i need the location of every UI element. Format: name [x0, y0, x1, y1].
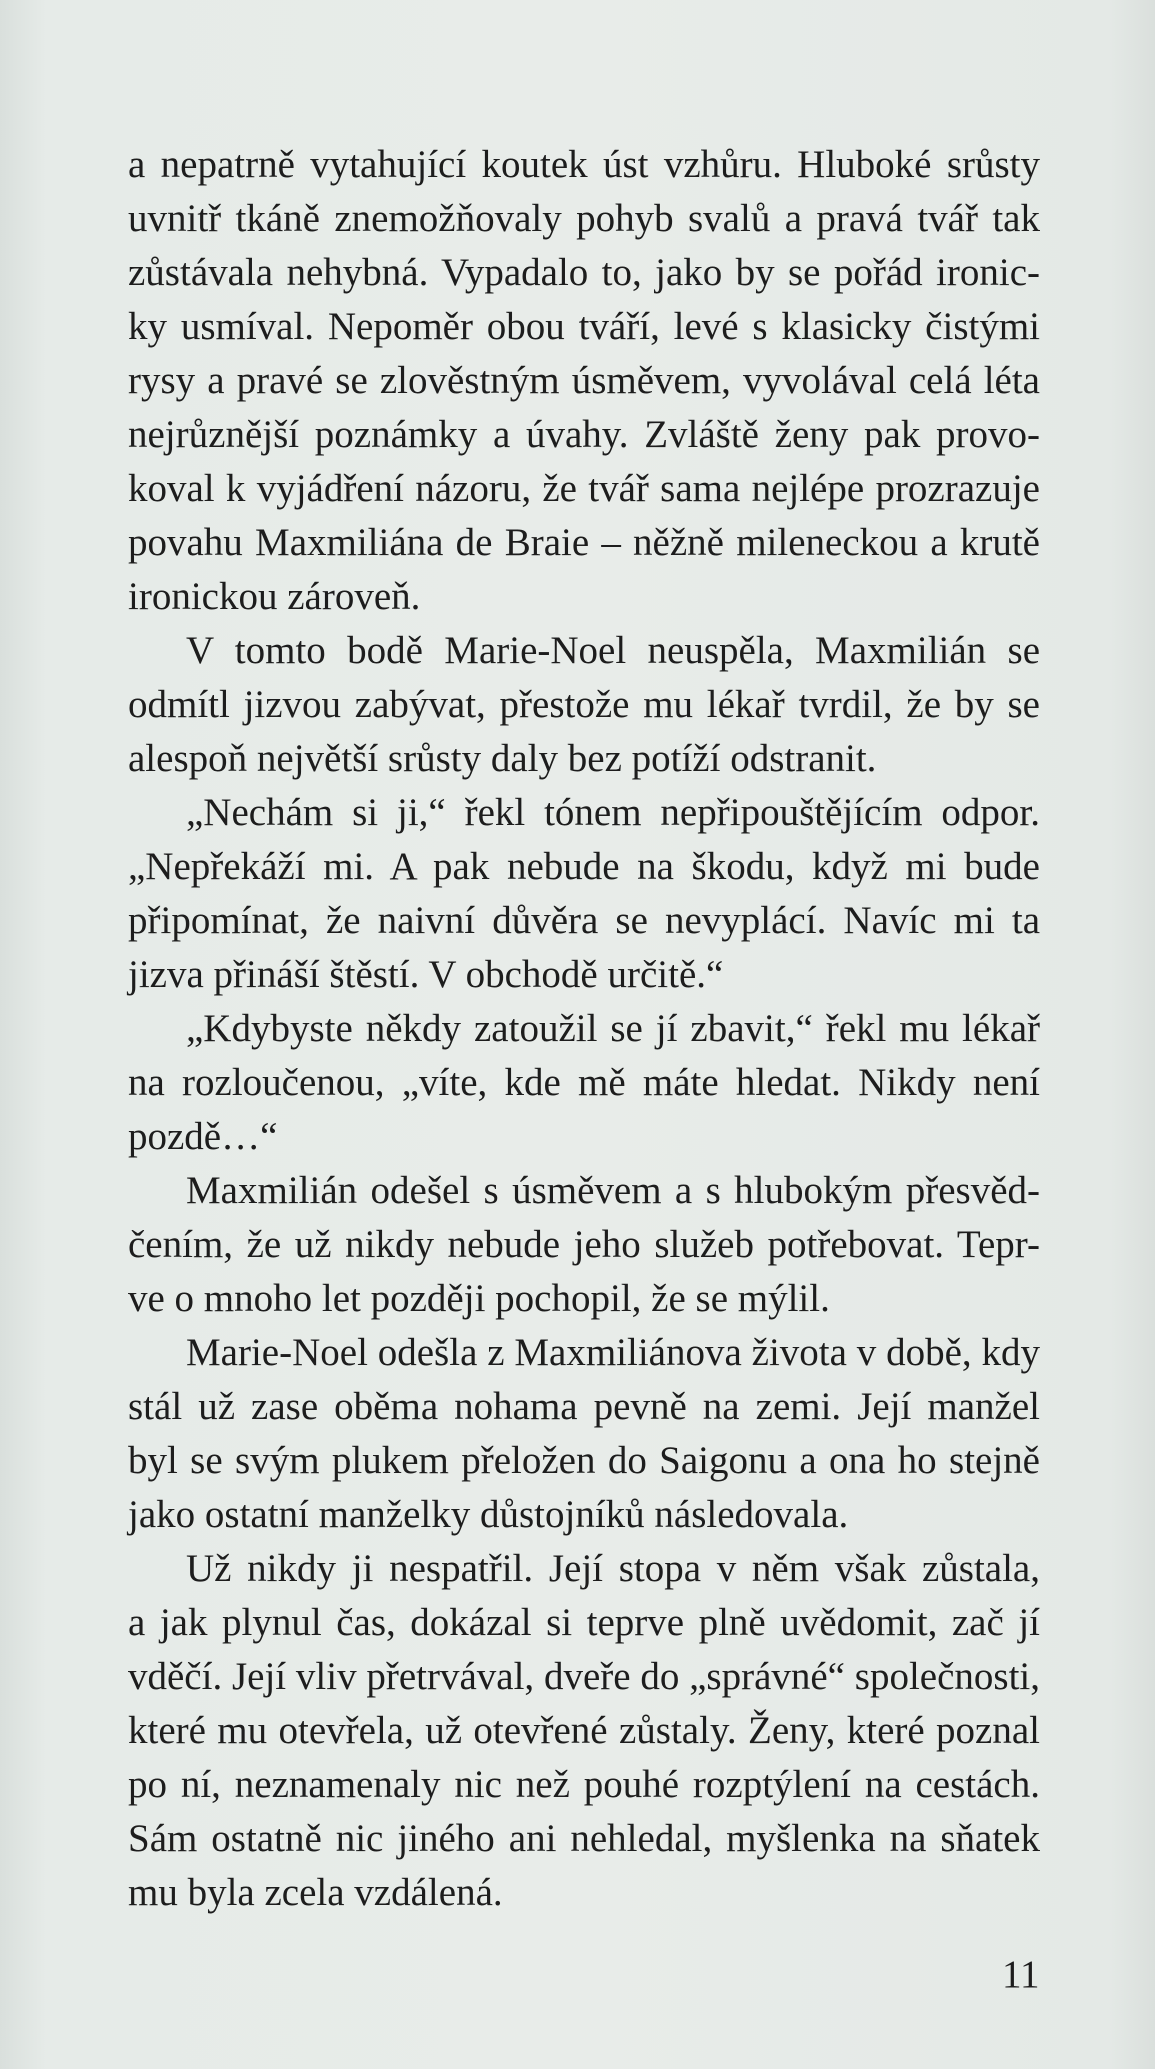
text-line: „Kdybyste někdy zatoužil se jí zbavit,“ řekl mu lékař — [186, 1007, 1040, 1050]
text-line: ky usmíval. Nepoměr obou tváří, levé s klasicky čistými — [128, 305, 1040, 348]
text-line: V tomto bodě Marie-Noel neuspěla, Maxmilián se — [186, 629, 1040, 672]
book-page-text — [128, 138, 1040, 1920]
text-line: „Nepřekáží mi. A pak nebude na škodu, když mi bude — [128, 845, 1040, 888]
text-line: mu byla zcela vzdálená. — [128, 1871, 503, 1914]
text-line: odmítl jizvou zabývat, přestože mu lékař tvrdil, že by se — [128, 683, 1040, 726]
text-line: Už nikdy ji nespatřil. Její stopa v něm však zůstala, — [186, 1547, 1040, 1590]
text-line: vděčí. Její vliv přetrvával, dveře do „správné“ společnosti, — [128, 1655, 1040, 1698]
text-line: povahu Maxmiliána de Braie – něžně mileneckou a krutě — [128, 521, 1040, 564]
text-line: připomínat, že naivní důvěra se nevyplácí. Navíc mi ta — [128, 899, 1040, 942]
text-line: Maxmilián odešel s úsměvem a s hlubokým přesvěd- — [186, 1169, 1040, 1212]
text-line: po ní, neznamenaly nic než pouhé rozptýlení na cestách. — [128, 1763, 1040, 1806]
text-line: a jak plynul čas, dokázal si teprve plně uvědomit, zač jí — [128, 1601, 1040, 1644]
text-line: nejrůznější poznámky a úvahy. Zvláště ženy pak provo- — [128, 413, 1040, 456]
text-line: „Nechám si ji,“ řekl tónem nepřipouštějícím odpor. — [186, 791, 1040, 834]
text-line: ve o mnoho let později pochopil, že se mýlil. — [128, 1277, 830, 1320]
page-number: 11 — [1002, 1953, 1040, 1996]
text-line: a nepatrně vytahující koutek úst vzhůru. Hluboké srůsty — [128, 143, 1040, 186]
text-line: pozdě…“ — [128, 1115, 278, 1158]
text-line: Sám ostatně nic jiného ani nehledal, myšlenka na sňatek — [128, 1817, 1040, 1860]
text-line: alespoň největší srůsty daly bez potíží odstranit. — [128, 737, 877, 780]
text-line: zůstávala nehybná. Vypadalo to, jako by se pořád ironic- — [128, 251, 1040, 294]
text-line: rysy a pravé se zlověstným úsměvem, vyvolával celá léta — [128, 359, 1040, 402]
text-line: čením, že už nikdy nebude jeho služeb potřebovat. Tepr- — [128, 1223, 1040, 1266]
text-line: stál už zase oběma nohama pevně na zemi. Její manžel — [128, 1385, 1040, 1428]
text-line: byl se svým plukem přeložen do Saigonu a ona ho stejně — [128, 1439, 1040, 1482]
text-line: jizva přináší štěstí. V obchodě určitě.“ — [128, 953, 724, 996]
text-line: Marie-Noel odešla z Maxmiliánova života v době, kdy — [186, 1331, 1040, 1374]
text-line: které mu otevřela, už otevřené zůstaly. Ženy, které poznal — [128, 1709, 1040, 1752]
text-line: koval k vyjádření názoru, že tvář sama nejlépe prozrazuje — [128, 467, 1040, 510]
text-line: na rozloučenou, „víte, kde mě máte hledat. Nikdy není — [128, 1061, 1040, 1104]
text-line: uvnitř tkáně znemožňovaly pohyb svalů a pravá tvář tak — [128, 197, 1040, 240]
text-line: ironickou zároveň. — [128, 575, 421, 618]
text-line: jako ostatní manželky důstojníků následovala. — [128, 1493, 849, 1536]
